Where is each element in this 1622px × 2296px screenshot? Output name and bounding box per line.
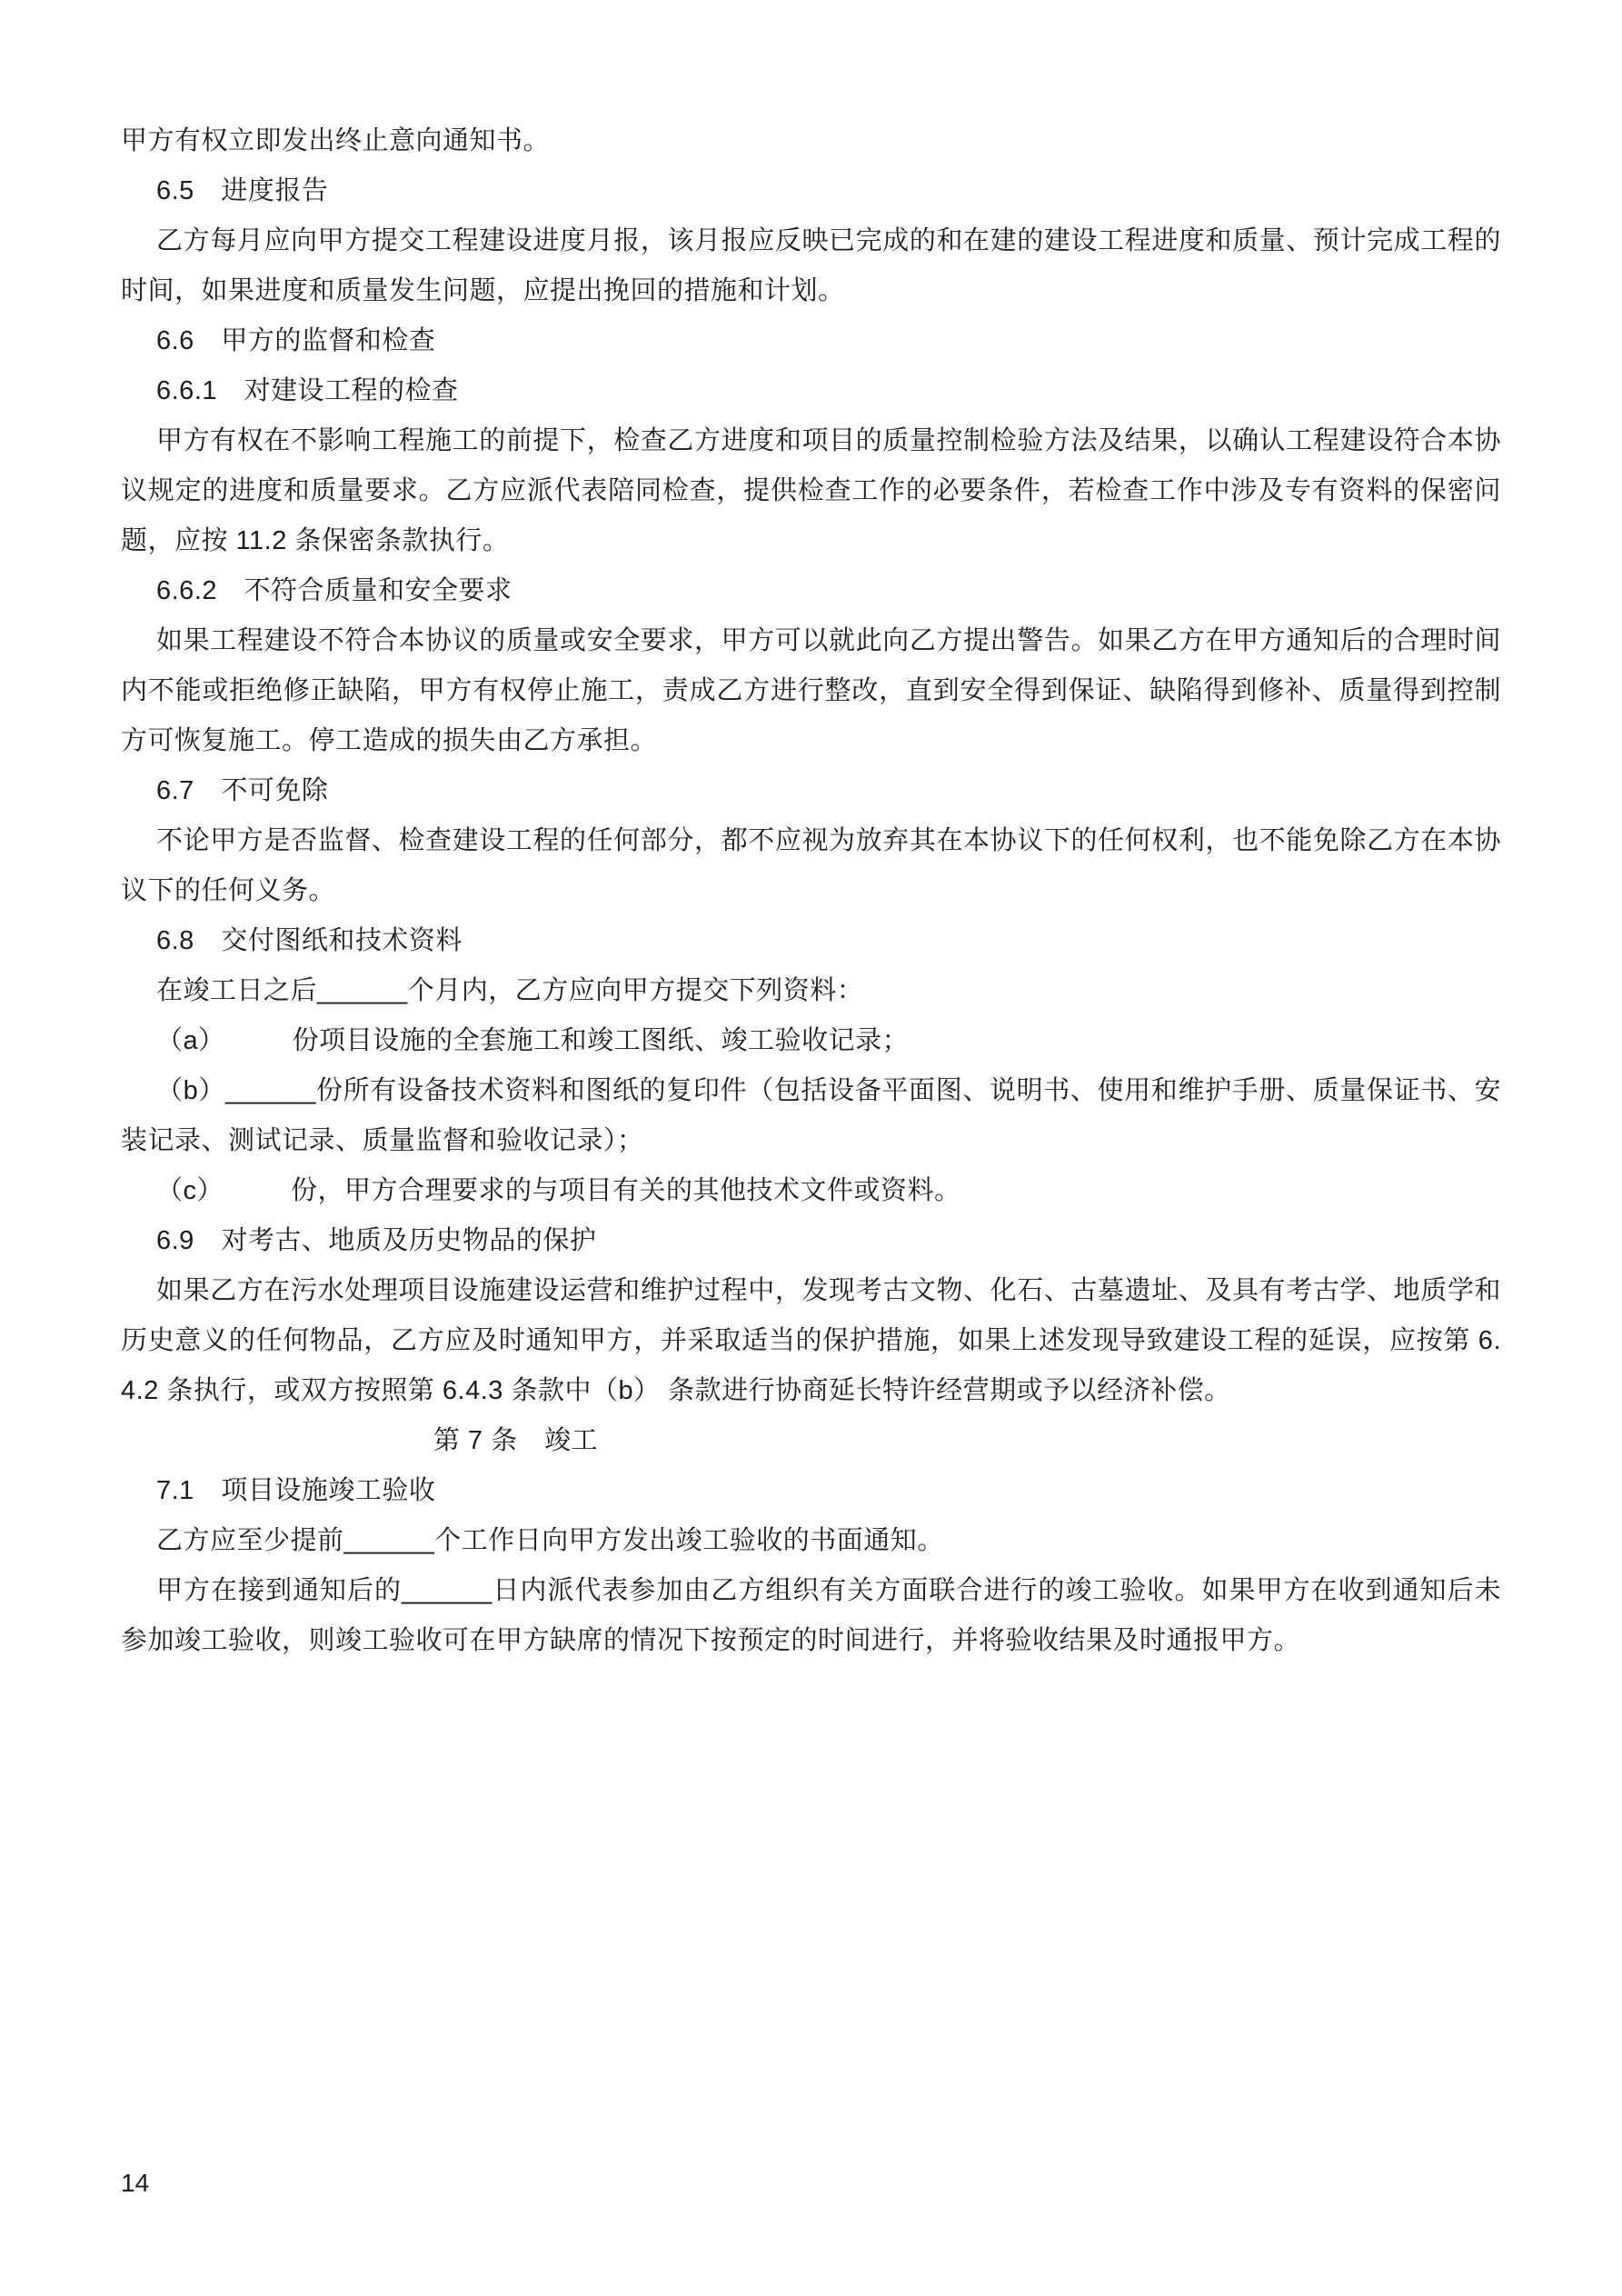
heading-6-6-supervision-inspection: 6.6 甲方的监督和检查	[156, 326, 436, 355]
continuation-paragraph-termination-notice: 甲方有权立即发出终止意向通知书。	[121, 126, 551, 155]
paragraph-inspection-rights: 甲方有权在不影响工程施工的前提下，检查乙方进度和项目的质量控制检验方法及结果，以确认工程建设符合本协议规定的进度和质量要求。乙方应派代表陪同检查，提供检查工作的必要条件，若检查工作中涉及专有资料的保密问题，应按 11.2 条保密条款执行。	[121, 426, 1501, 555]
heading-6-6-2-quality-safety-noncompliance: 6.6.2 不符合质量和安全要求	[156, 576, 512, 605]
heading-6-9-archaeology-protection: 6.9 对考古、地质及历史物品的保护	[156, 1226, 597, 1255]
list-item-a-construction-drawings: （a） 份项目设施的全套施工和竣工图纸、竣工验收记录；	[156, 1026, 910, 1055]
document-content	[121, 116, 1501, 1666]
paragraph-monthly-progress-report: 乙方每月应向甲方提交工程建设进度月报，该月报应反映已完成的和在建的建设工程进度和质量、预计完成工程的时间，如果进度和质量发生问题，应提出挽回的措施和计划。	[121, 226, 1501, 305]
paragraph-quality-safety-warning: 如果工程建设不符合本协议的质量或安全要求，甲方可以就此向乙方提出警告。如果乙方在甲方通知后的合理时间内不能或拒绝修正缺陷，甲方有权停止施工，责成乙方进行整改，直到安全得到保证、缺陷得到修补、质量得到控制方可恢复施工。停工造成的损失由乙方承担。	[121, 626, 1501, 755]
paragraph-documents-after-completion: 在竣工日之后______个月内，乙方应向甲方提交下列资料：	[156, 976, 864, 1005]
paragraph-acceptance-participation: 甲方在接到通知后的______日内派代表参加由乙方组织有关方面联合进行的竣工验收。如果甲方在收到通知后未参加竣工验收，则竣工验收可在甲方缺席的情况下按预定的时间进行，并将验收结果及时通报甲方。	[121, 1576, 1501, 1655]
heading-6-8-drawings-technical-documents: 6.8 交付图纸和技术资料	[156, 926, 463, 955]
paragraph-completion-acceptance-notice: 乙方应至少提前______个工作日向甲方发出竣工验收的书面通知。	[156, 1526, 944, 1555]
heading-6-6-1-construction-inspection: 6.6.1 对建设工程的检查	[156, 376, 459, 405]
paragraph-no-waiver-clause: 不论甲方是否监督、检查建设工程的任何部分，都不应视为放弃其在本协议下的任何权利，也不能免除乙方在本协议下的任何义务。	[121, 826, 1501, 905]
heading-6-7-no-waiver: 6.7 不可免除	[156, 776, 329, 805]
heading-article-7-completion: 第 7 条 竣工	[433, 1426, 599, 1455]
list-item-c-other-technical-documents: （c） 份，甲方合理要求的与项目有关的其他技术文件或资料。	[156, 1176, 961, 1205]
list-item-b-equipment-documents: （b）______份所有设备技术资料和图纸的复印件（包括设备平面图、说明书、使用和维护手册、质量保证书、安装记录、测试记录、质量监督和验收记录）；	[121, 1076, 1501, 1155]
page-number: 14	[121, 2169, 150, 2197]
heading-6-5-progress-report: 6.5 进度报告	[156, 176, 329, 205]
heading-7-1-completion-acceptance: 7.1 项目设施竣工验收	[156, 1476, 436, 1505]
paragraph-archaeology-protection-clause: 如果乙方在污水处理项目设施建设运营和维护过程中，发现考古文物、化石、古墓遗址、及具有考古学、地质学和历史意义的任何物品，乙方应及时通知甲方，并采取适当的保护措施，如果上述发现导致建设工程的延误，应按第 6.4.2 条执行，或双方按照第 6.4.3 条款中（b） 条款进行协商延长特许经营期或予以经济补偿。	[121, 1276, 1501, 1405]
